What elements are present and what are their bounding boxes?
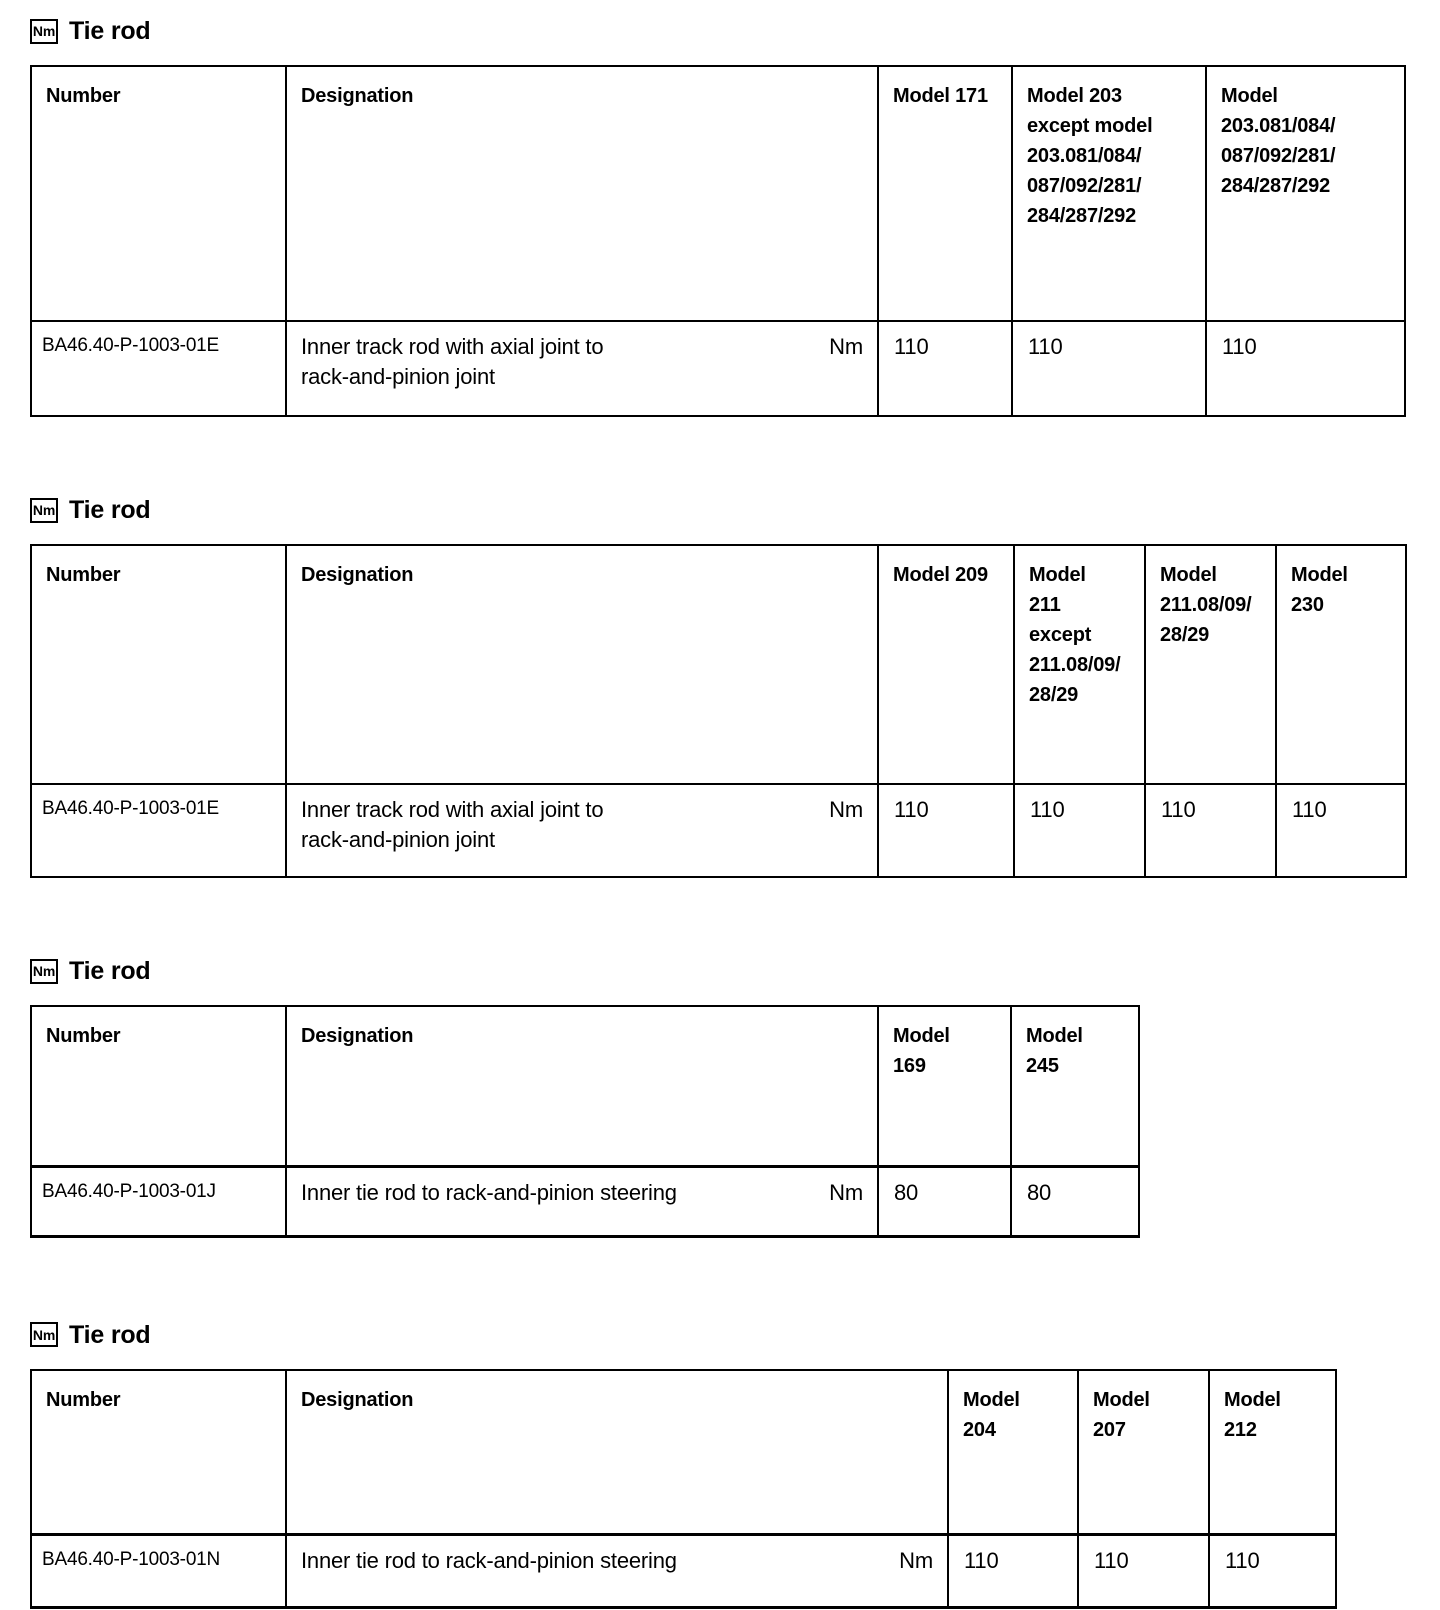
torque-value: 110 <box>1014 784 1145 877</box>
col-header-model-245: Model 245 <box>1011 1006 1139 1166</box>
col-header-number: Number <box>31 545 286 784</box>
designation-cell <box>286 784 878 877</box>
document-number: BA46.40-P-1003-01E <box>31 321 286 416</box>
unit-label: Nm <box>899 1548 933 1573</box>
designation-text: Inner track rod with axial joint to rack-and-pinion joint <box>301 797 604 852</box>
col-header-model-204: Model 204 <box>948 1370 1078 1535</box>
designation-cell <box>286 1535 948 1608</box>
designation-cell <box>286 321 878 416</box>
torque-value: 110 <box>1209 1535 1336 1608</box>
torque-table-2 <box>30 544 1407 878</box>
table-row <box>31 321 1405 416</box>
section-title-row <box>30 497 1440 523</box>
col-header-model-203-except: Model 203 except model 203.081/084/ 087/092/281/ 284/287/292 <box>1012 66 1206 321</box>
designation-text: Inner track rod with axial joint to rack-and-pinion joint <box>301 334 604 389</box>
col-header-model-211-except: Model 211 except 211.08/09/ 28/29 <box>1014 545 1145 784</box>
col-header-number: Number <box>31 66 286 321</box>
col-header-designation: Designation <box>286 1370 948 1535</box>
section-title-row <box>30 18 1440 44</box>
unit-label: Nm <box>829 797 863 822</box>
section-title: Tie rod <box>69 957 151 985</box>
col-header-model-171: Model 171 <box>878 66 1012 321</box>
section-title: Tie rod <box>69 17 151 45</box>
table-row <box>31 784 1406 877</box>
section-title-row <box>30 958 1440 984</box>
torque-value: 110 <box>878 784 1014 877</box>
designation-cell <box>286 1166 878 1236</box>
table-header-row <box>31 1370 1336 1535</box>
table-header-row <box>31 1006 1139 1166</box>
torque-value: 80 <box>878 1166 1011 1236</box>
col-header-model-169: Model 169 <box>878 1006 1011 1166</box>
tie-rod-section-2 <box>30 497 1440 878</box>
torque-value: 110 <box>1078 1535 1209 1608</box>
col-header-model-209: Model 209 <box>878 545 1014 784</box>
document-number: BA46.40-P-1003-01E <box>31 784 286 877</box>
torque-table-1 <box>30 65 1406 417</box>
table-header-row <box>31 545 1406 784</box>
document-number: BA46.40-P-1003-01J <box>31 1166 286 1236</box>
col-header-designation: Designation <box>286 1006 878 1166</box>
nm-torque-icon: Nm <box>30 19 58 44</box>
torque-table-3 <box>30 1005 1140 1238</box>
col-header-model-211-08: Model 211.08/09/ 28/29 <box>1145 545 1276 784</box>
col-header-designation: Designation <box>286 545 878 784</box>
table-row <box>31 1535 1336 1608</box>
designation-text: Inner tie rod to rack-and-pinion steering <box>301 1548 677 1573</box>
col-header-model-212: Model 212 <box>1209 1370 1336 1535</box>
col-header-model-203-081: Model 203.081/084/ 087/092/281/ 284/287/292 <box>1206 66 1405 321</box>
torque-value: 80 <box>1011 1166 1139 1236</box>
designation-text: Inner tie rod to rack-and-pinion steering <box>301 1179 677 1205</box>
col-header-number: Number <box>31 1370 286 1535</box>
unit-label: Nm <box>829 1179 863 1205</box>
col-header-designation: Designation <box>286 66 878 321</box>
table-header-row <box>31 66 1405 321</box>
torque-value: 110 <box>1276 784 1406 877</box>
torque-value: 110 <box>1145 784 1276 877</box>
torque-value: 110 <box>948 1535 1078 1608</box>
torque-value: 110 <box>878 321 1012 416</box>
tie-rod-section-3 <box>30 958 1440 1238</box>
torque-value: 110 <box>1206 321 1405 416</box>
section-title: Tie rod <box>69 496 151 524</box>
section-title-row <box>30 1322 1440 1348</box>
nm-torque-icon: Nm <box>30 1322 58 1347</box>
col-header-number: Number <box>31 1006 286 1166</box>
torque-table-4 <box>30 1369 1337 1610</box>
section-title: Tie rod <box>69 1320 151 1349</box>
tie-rod-section-1 <box>30 18 1440 417</box>
document-number: BA46.40-P-1003-01N <box>31 1535 286 1608</box>
torque-value: 110 <box>1012 321 1206 416</box>
table-row <box>31 1166 1139 1236</box>
tie-rod-section-4 <box>30 1322 1440 1610</box>
nm-torque-icon: Nm <box>30 959 58 984</box>
unit-label: Nm <box>829 334 863 359</box>
nm-torque-icon: Nm <box>30 498 58 523</box>
col-header-model-230: Model 230 <box>1276 545 1406 784</box>
col-header-model-207: Model 207 <box>1078 1370 1209 1535</box>
